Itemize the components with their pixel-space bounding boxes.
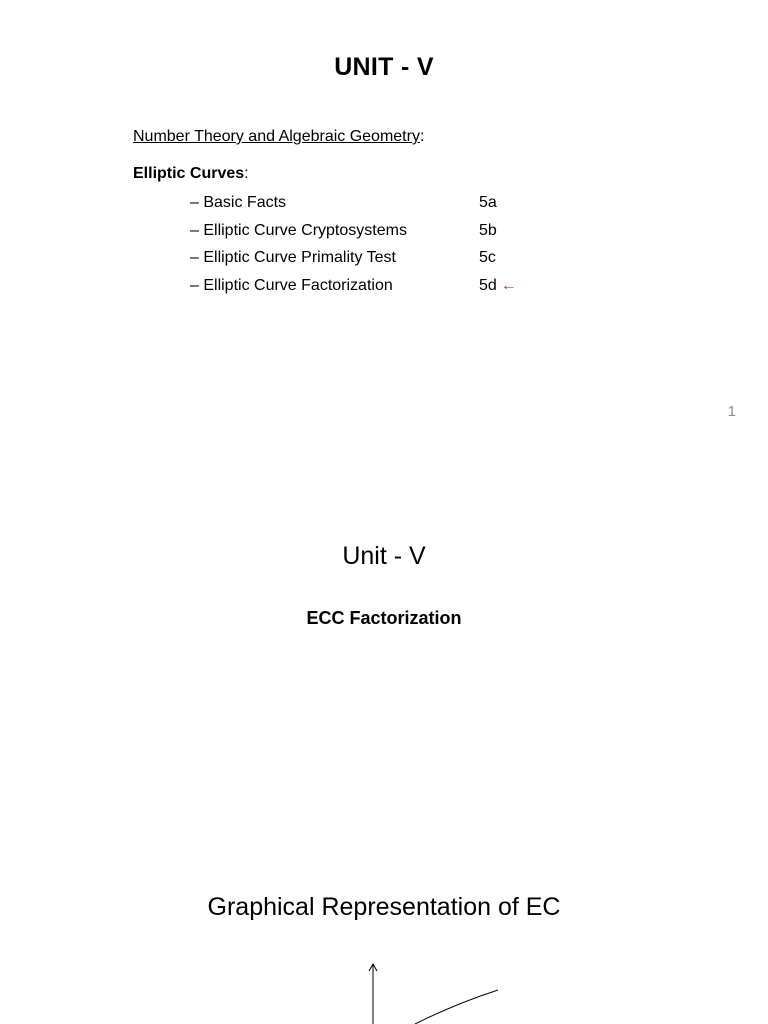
topic-label: – Elliptic Curve Factorization xyxy=(190,276,393,294)
topic-heading-text: Elliptic Curves xyxy=(133,165,245,182)
section-heading-colon: : xyxy=(419,128,425,145)
unit-title: UNIT - V xyxy=(334,53,434,81)
slide-2-title: Unit - V xyxy=(342,542,426,570)
slide-3 xyxy=(0,860,768,1024)
curve-branch xyxy=(415,990,498,1024)
topic-code: 5c xyxy=(479,249,496,267)
slide-2-subtitle: ECC Factorization xyxy=(306,608,462,628)
topic-label: – Elliptic Curve Cryptosystems xyxy=(190,221,407,239)
topic-code xyxy=(479,275,517,297)
topic-code: 5b xyxy=(479,221,497,239)
topic-item xyxy=(190,220,550,248)
topic-item xyxy=(190,192,550,220)
slide-2 xyxy=(0,500,768,800)
topic-code: 5a xyxy=(479,194,497,211)
topic-list xyxy=(190,192,550,302)
topic-code-text: 5d xyxy=(479,276,497,294)
elliptic-curve-graph xyxy=(360,960,520,1024)
topic-label: – Basic Facts xyxy=(190,194,287,211)
slide-3-title: Graphical Representation of EC xyxy=(207,893,561,921)
current-topic-arrow-icon: ← xyxy=(500,276,517,294)
section-heading xyxy=(133,128,424,146)
section-heading-text: Number Theory and Algebraic Geometry xyxy=(133,128,420,145)
topic-heading xyxy=(133,165,249,183)
topic-label: – Elliptic Curve Primality Test xyxy=(190,249,396,267)
topic-item xyxy=(190,247,550,275)
page-number: 1 xyxy=(727,403,736,420)
topic-heading-colon: : xyxy=(244,165,249,182)
slide-1 xyxy=(0,0,768,440)
topic-item xyxy=(190,275,550,303)
